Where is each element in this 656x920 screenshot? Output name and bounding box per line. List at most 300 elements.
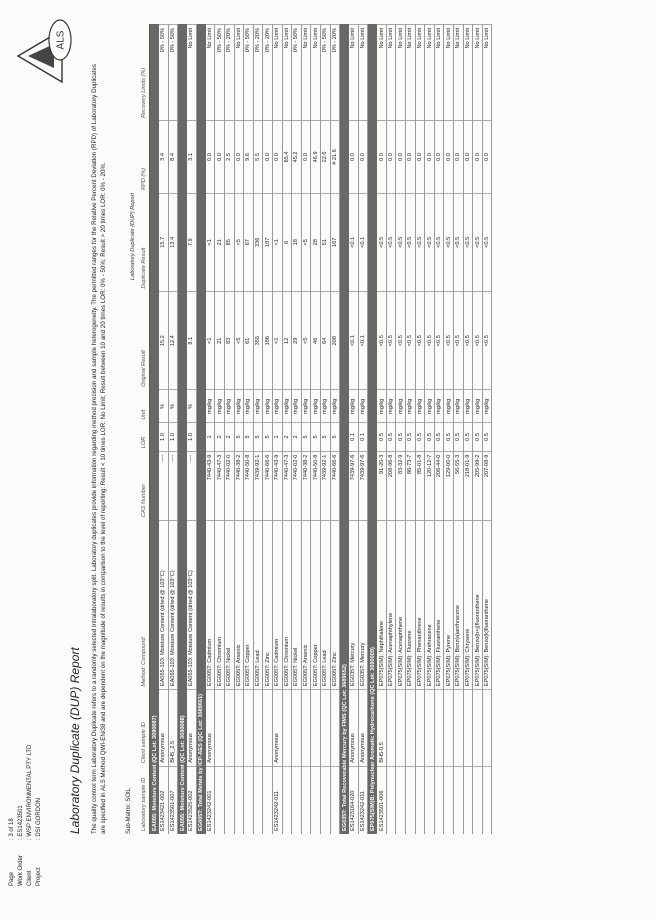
table-cell: 120-12-7 [425, 451, 435, 520]
table-cell: 0.5 [396, 423, 406, 451]
table-cell: ES1423242-011 [358, 766, 368, 834]
table-cell: 0.5 [444, 423, 454, 451]
table-cell: <5 [234, 193, 244, 291]
column-header: Method: Compound [138, 520, 150, 690]
table-cell [215, 690, 225, 767]
table-row [463, 25, 473, 835]
table-row [206, 25, 215, 835]
table-cell: 7440-43-9 [272, 451, 282, 520]
table-cell: EP075(SIM): Anthracene [425, 520, 435, 690]
table-row [311, 25, 321, 835]
table-row [187, 25, 196, 835]
table-cell [463, 690, 473, 767]
table-cell: 7440-47-3 [215, 451, 225, 520]
table-cell: mg/kg [320, 390, 330, 423]
table-cell: 0.0 [444, 121, 454, 193]
table-cell [425, 690, 435, 767]
table-cell: 0.1 [358, 423, 368, 451]
table-cell: <1 [206, 291, 215, 389]
table-cell: EP075(SIM): Pyrene [444, 520, 454, 690]
table-cell: 7440-38-2 [301, 451, 311, 520]
table-cell: 0.0 [473, 121, 483, 193]
meta-row [17, 745, 26, 886]
table-cell: <0.5 [434, 193, 444, 291]
table-cell: 5 [311, 423, 321, 451]
column-header: Duplicate Result [138, 193, 150, 291]
table-cell [454, 690, 464, 767]
table-cell: No Limit [358, 25, 368, 121]
table-cell [234, 766, 244, 834]
table-cell [415, 766, 425, 834]
table-cell: 7439-97-6 [358, 451, 368, 520]
table-cell: 2 [292, 423, 302, 451]
logo-text: ALS [55, 30, 67, 50]
table-cell: EG005T: Zinc [330, 520, 340, 690]
table-cell: <0.5 [444, 291, 454, 389]
meta-value: : ES1423501 [18, 805, 24, 840]
table-cell: 0.5 [386, 423, 396, 451]
table-cell: mg/kg [301, 390, 311, 423]
table-cell: Anonymous [159, 690, 168, 767]
table-cell: EG005T: Copper [311, 520, 321, 690]
sub-matrix-label: Sub-Matrix: SOIL [126, 787, 132, 834]
table-cell [415, 690, 425, 767]
table-cell [292, 766, 302, 834]
table-cell: EP075(SIM): Acenaphthene [396, 520, 406, 690]
table-cell: 7.9 [187, 193, 196, 291]
table-cell: 13.4 [168, 193, 178, 291]
table-cell: <0.1 [358, 193, 368, 291]
table-cell: 56-55-3 [454, 451, 464, 520]
table-cell: <0.5 [473, 193, 483, 291]
section-header-row [150, 25, 160, 835]
table-cell: EG005T: Copper [244, 520, 254, 690]
table-cell: No Limit [396, 25, 406, 121]
table-cell: mg/kg [263, 390, 273, 423]
column-header: Recovery Limits (%) [138, 25, 150, 121]
table-cell: <0.5 [377, 193, 386, 291]
table-cell: EP075(SIM): Benz(a)anthracene [454, 520, 464, 690]
table-cell: mg/kg [358, 390, 368, 423]
section-header-row [368, 25, 378, 835]
table-row [263, 25, 273, 835]
table-cell: <0.5 [386, 291, 396, 389]
table-cell: Anonymous [358, 690, 368, 767]
table-cell: <0.5 [454, 193, 464, 291]
table-cell: 167 [330, 193, 340, 291]
table-cell: 208-96-8 [386, 451, 396, 520]
table-cell: 7440-43-9 [206, 451, 215, 520]
section-header-row [340, 25, 350, 835]
section-header-row [178, 25, 188, 835]
table-cell: 0.5 [463, 423, 473, 451]
table-cell: 206-44-0 [434, 451, 444, 520]
table-cell: <0.5 [415, 291, 425, 389]
table-cell [434, 690, 444, 767]
table-cell [396, 766, 406, 834]
meta-value: : DSI GORDON [36, 797, 42, 840]
table-cell: 0.0 [263, 121, 273, 193]
table-cell: 5 [301, 423, 311, 451]
table-cell: 0.5 [434, 423, 444, 451]
table-cell: mg/kg [253, 390, 263, 423]
table-cell: 64 [320, 291, 330, 389]
table-cell: 0.0 [206, 121, 215, 193]
table-row [349, 25, 358, 835]
table-cell [224, 766, 234, 834]
table-row [444, 25, 454, 835]
page-title: Laboratory Duplicate (DUP) Report [68, 647, 82, 834]
table-cell: No Limit [406, 25, 416, 121]
table-cell: EG005T: Lead [253, 520, 263, 690]
table-cell: 91-20-3 [377, 451, 386, 520]
table-cell: mg/kg [330, 390, 340, 423]
meta-key: Project [36, 867, 42, 886]
table-cell [301, 690, 311, 767]
table-cell: mg/kg [292, 390, 302, 423]
column-header: LOR [138, 423, 150, 451]
table-cell [482, 690, 492, 767]
table-cell: mg/kg [349, 390, 358, 423]
table-cell: No Limit [386, 25, 396, 121]
table-cell: 46 [311, 291, 321, 389]
table-cell: EG005T: Chromium [282, 520, 292, 690]
table-cell: 5 [234, 423, 244, 451]
table-cell: 0.5 [473, 423, 483, 451]
duplicate-table [138, 24, 492, 834]
table-cell: EA055-103: Moisture Content (dried @ 103°C) [159, 520, 168, 690]
table-cell: 46.9 [311, 121, 321, 193]
table-cell: 1.0 [168, 423, 178, 451]
table-row [224, 25, 234, 835]
table-cell: <0.5 [473, 291, 483, 389]
table-cell: No Limit [187, 25, 196, 121]
table-cell: 67 [244, 193, 254, 291]
table-cell: 7439-92-1 [320, 451, 330, 520]
table-cell: ---- [159, 451, 168, 520]
table-cell: mg/kg [215, 390, 225, 423]
table-cell: 0.0 [463, 121, 473, 193]
column-header: CAS Number [138, 451, 150, 520]
table-cell: <0.5 [463, 291, 473, 389]
table-cell [463, 766, 473, 834]
table-cell [263, 690, 273, 767]
table-cell: <0.5 [454, 291, 464, 389]
table-cell [224, 690, 234, 767]
table-cell: 12 [282, 291, 292, 389]
table-row [244, 25, 254, 835]
table-cell: No Limit [206, 25, 215, 121]
table-cell: No Limit [349, 25, 358, 121]
meta-value: : WSP ENVIRONMENTAL PTY LTD [27, 744, 33, 840]
table-cell: 0.5 [377, 423, 386, 451]
table-cell: 0.0 [272, 121, 282, 193]
table-cell: ---- [187, 451, 196, 520]
table-row [301, 25, 311, 835]
table-cell [311, 766, 321, 834]
table-cell: <5 [301, 193, 311, 291]
section-header-row [196, 25, 206, 835]
table-cell: 61 [244, 291, 254, 389]
table-cell: EP075(SIM): Acenaphthylene [386, 520, 396, 690]
table-cell: mg/kg [454, 390, 464, 423]
table-cell: 83 [224, 291, 234, 389]
table-cell: 22.6 [320, 121, 330, 193]
table-row [168, 25, 178, 835]
table-cell: mg/kg [482, 390, 492, 423]
table-row [415, 25, 425, 835]
table-cell: % [168, 390, 178, 423]
table-cell: 7440-38-2 [234, 451, 244, 520]
table-cell: ES1423501-006 [377, 766, 386, 834]
column-header: Unit [138, 390, 150, 423]
table-cell: mg/kg [206, 390, 215, 423]
table-cell: 0% - 20% [224, 25, 234, 121]
table-cell: % [159, 390, 168, 423]
table-cell: 15.2 [159, 291, 168, 389]
table-cell: 0.5 [454, 423, 464, 451]
table-row [358, 25, 368, 835]
table-cell: 29 [292, 291, 302, 389]
table-cell: BH5-0.5 [377, 690, 386, 767]
table-cell [425, 766, 435, 834]
table-cell: 51 [320, 193, 330, 291]
table-cell: 0.5 [415, 423, 425, 451]
table-cell: 207-08-9 [482, 451, 492, 520]
table-cell [482, 766, 492, 834]
table-cell: 0.0 [454, 121, 464, 193]
table-body [150, 25, 492, 835]
als-logo-icon [14, 10, 78, 102]
table-cell: 7440-02-0 [292, 451, 302, 520]
table-cell: 5 [253, 423, 263, 451]
table-cell [234, 690, 244, 767]
table-cell [444, 690, 454, 767]
meta-row [8, 745, 17, 886]
table-cell: 65.4 [282, 121, 292, 193]
table-cell: EG035T: Mercury [349, 520, 358, 690]
column-header: Client sample ID [138, 690, 150, 767]
table-cell: # 21.6 [330, 121, 340, 193]
table-cell [330, 690, 340, 767]
meta-row [35, 745, 44, 886]
table-cell: 5 [244, 423, 254, 451]
table-row [473, 25, 483, 835]
table-cell: 205-99-2 [473, 451, 483, 520]
table-cell: EG005T: Cadmium [206, 520, 215, 690]
table-cell: 2 [224, 423, 234, 451]
table-cell [473, 690, 483, 767]
table-cell: <0.5 [463, 193, 473, 291]
table-row [330, 25, 340, 835]
table-cell: mg/kg [272, 390, 282, 423]
table-cell: 5 [263, 423, 273, 451]
table-row [320, 25, 330, 835]
table-cell: EG005T: Nickel [292, 520, 302, 690]
table-cell [282, 766, 292, 834]
table-cell: 9.6 [244, 121, 254, 193]
table-cell: <0.5 [444, 193, 454, 291]
table-cell: No Limit [482, 25, 492, 121]
table-cell: mg/kg [415, 390, 425, 423]
table-cell: 0.1 [349, 423, 358, 451]
table-cell [406, 690, 416, 767]
table-cell: 18 [292, 193, 302, 291]
table-cell: BH5_2.5 [168, 690, 178, 767]
table-cell: 186 [263, 291, 273, 389]
table-cell: No Limit [425, 25, 435, 121]
table-cell: EG035T: Mercury [358, 520, 368, 690]
table-cell: No Limit [311, 25, 321, 121]
table-cell [396, 690, 406, 767]
table-cell: 5 [330, 423, 340, 451]
table-cell: EP075(SIM): Benzo(k)fluoranthene [482, 520, 492, 690]
table-cell: <0.5 [425, 291, 435, 389]
table-cell: 0% - 20% [263, 25, 273, 121]
table-cell: Anonymous [187, 690, 196, 767]
table-cell: mg/kg [282, 390, 292, 423]
intro-paragraph: The quality control term Laboratory Duplicate refers to a randomly selected intralaboratory split. Laboratory duplicates provide information regarding method precision and sample heterogeneity. The permitted ranges for the Relative Percent Deviation (RPD) of Laboratory Duplicates are specified in ALS Method QWI-EN/38 and are dependent on the magnitude of results in comparison to the level of reporting: Result < 10 times LOR: No Limit; Result between 10 and 20 times LOR: 0% - 50%; Result > 20 times LOR: 0% - 20%. [91, 64, 107, 834]
table-row [282, 25, 292, 835]
meta-row [26, 745, 35, 886]
table-cell: EG005T: Cadmium [272, 520, 282, 690]
table-cell: 218-01-9 [463, 451, 473, 520]
meta-value: : 3 of 18 [9, 818, 15, 840]
table-cell: 0.5 [482, 423, 492, 451]
table-cell: 21 [215, 291, 225, 389]
table-cell [282, 690, 292, 767]
table-cell [244, 690, 254, 767]
table-cell: No Limit [463, 25, 473, 121]
table-cell: EG005T: Arsenic [234, 520, 244, 690]
table-cell: 0% - 50% [215, 25, 225, 121]
table-cell: EP075(SIM): Phenanthrene [415, 520, 425, 690]
table-cell: mg/kg [244, 390, 254, 423]
table-cell: <0.5 [406, 291, 416, 389]
table-cell: EP075(SIM): Benzo(b+j)fluoranthene [473, 520, 483, 690]
table-cell: ES1423421-002 [159, 766, 168, 834]
table-cell: mg/kg [444, 390, 454, 423]
table-cell: EP075(SIM): Fluoranthene [434, 520, 444, 690]
table-cell: <0.5 [396, 193, 406, 291]
table-cell [292, 690, 302, 767]
table-row [425, 25, 435, 835]
table-cell: 83-32-9 [396, 451, 406, 520]
table-row [406, 25, 416, 835]
table-cell: 0.0 [396, 121, 406, 193]
table-cell: 2.5 [224, 121, 234, 193]
table-cell: 0% - 50% [292, 25, 302, 121]
table-cell: <0.5 [396, 291, 406, 389]
table-cell: 0.0 [386, 121, 396, 193]
table-cell: mg/kg [234, 390, 244, 423]
table-cell: No Limit [415, 25, 425, 121]
table-row [482, 25, 492, 835]
table-cell: EG005T: Zinc [263, 520, 273, 690]
table-cell: 0% - 50% [244, 25, 254, 121]
table-cell: 7440-50-8 [311, 451, 321, 520]
table-cell: 3.4 [159, 121, 168, 193]
table-cell: mg/kg [434, 390, 444, 423]
table-row [434, 25, 444, 835]
table-cell: <0.1 [349, 193, 358, 291]
table-cell: mg/kg [377, 390, 386, 423]
table-header-row [138, 25, 150, 835]
table-cell: mg/kg [406, 390, 416, 423]
table-cell: EG005T: Lead [320, 520, 330, 690]
table-cell: No Limit [272, 25, 282, 121]
table-cell: <0.5 [482, 193, 492, 291]
table-cell [386, 690, 396, 767]
section-title: EG005T: Total Metals by ICP-AES (QC Lot: 3689661) [196, 25, 206, 835]
table-cell: mg/kg [473, 390, 483, 423]
table-cell: 15.7 [159, 193, 168, 291]
table-row [272, 25, 282, 835]
table-cell: No Limit [377, 25, 386, 121]
table-cell: 5 [320, 423, 330, 451]
table-cell: ES1423242-001 [206, 766, 215, 834]
table-cell: <0.5 [434, 291, 444, 389]
table-cell: ES1423164-020 [349, 766, 358, 834]
table-row [377, 25, 386, 835]
table-cell [215, 766, 225, 834]
table-cell: 7440-66-6 [330, 451, 340, 520]
table-cell: 0.0 [406, 121, 416, 193]
meta-key: Client [27, 870, 33, 886]
table-row [386, 25, 396, 835]
table-cell: 0% - 50% [320, 25, 330, 121]
table-cell [386, 766, 396, 834]
table-cell: 7440-66-6 [263, 451, 273, 520]
table-cell: 129-00-0 [444, 451, 454, 520]
table-cell: % [187, 390, 196, 423]
table-cell: <1 [272, 193, 282, 291]
table-cell: 7440-02-0 [224, 451, 234, 520]
meta-key: Page [9, 871, 15, 886]
table-cell [253, 766, 263, 834]
table-cell: <0.5 [386, 193, 396, 291]
table-cell: 0.0 [415, 121, 425, 193]
table-cell: 1 [272, 423, 282, 451]
column-header: RPD (%) [138, 121, 150, 193]
table-cell: 3.1 [187, 121, 196, 193]
table-cell: 0.5 [425, 423, 435, 451]
table-cell: mg/kg [425, 390, 435, 423]
table-row [234, 25, 244, 835]
table-cell: mg/kg [463, 390, 473, 423]
table-cell [434, 766, 444, 834]
table-cell: 85-01-8 [415, 451, 425, 520]
table-cell: 8.1 [187, 291, 196, 389]
table-row [159, 25, 168, 835]
table-row [454, 25, 464, 835]
table-cell: ES1423501-007 [168, 766, 178, 834]
table-cell: <0.1 [358, 291, 368, 389]
table-cell: No Limit [301, 25, 311, 121]
table-row [253, 25, 263, 835]
table-cell: 1 [206, 423, 215, 451]
table-cell: mg/kg [311, 390, 321, 423]
table-cell [330, 766, 340, 834]
table-cell: EA055-103: Moisture Content (dried @ 103°C) [168, 520, 178, 690]
table-cell: 0% - 50% [159, 25, 168, 121]
table-cell: 0% - 50% [168, 25, 178, 121]
table-cell: 86-73-7 [406, 451, 416, 520]
table-cell: No Limit [444, 25, 454, 121]
section-title: EG035T: Total Recoverable Mercury by FIMS (QC Lot: 3689652) [340, 25, 350, 835]
table-cell: No Limit [473, 25, 483, 121]
meta-key: Work Order [18, 855, 24, 886]
